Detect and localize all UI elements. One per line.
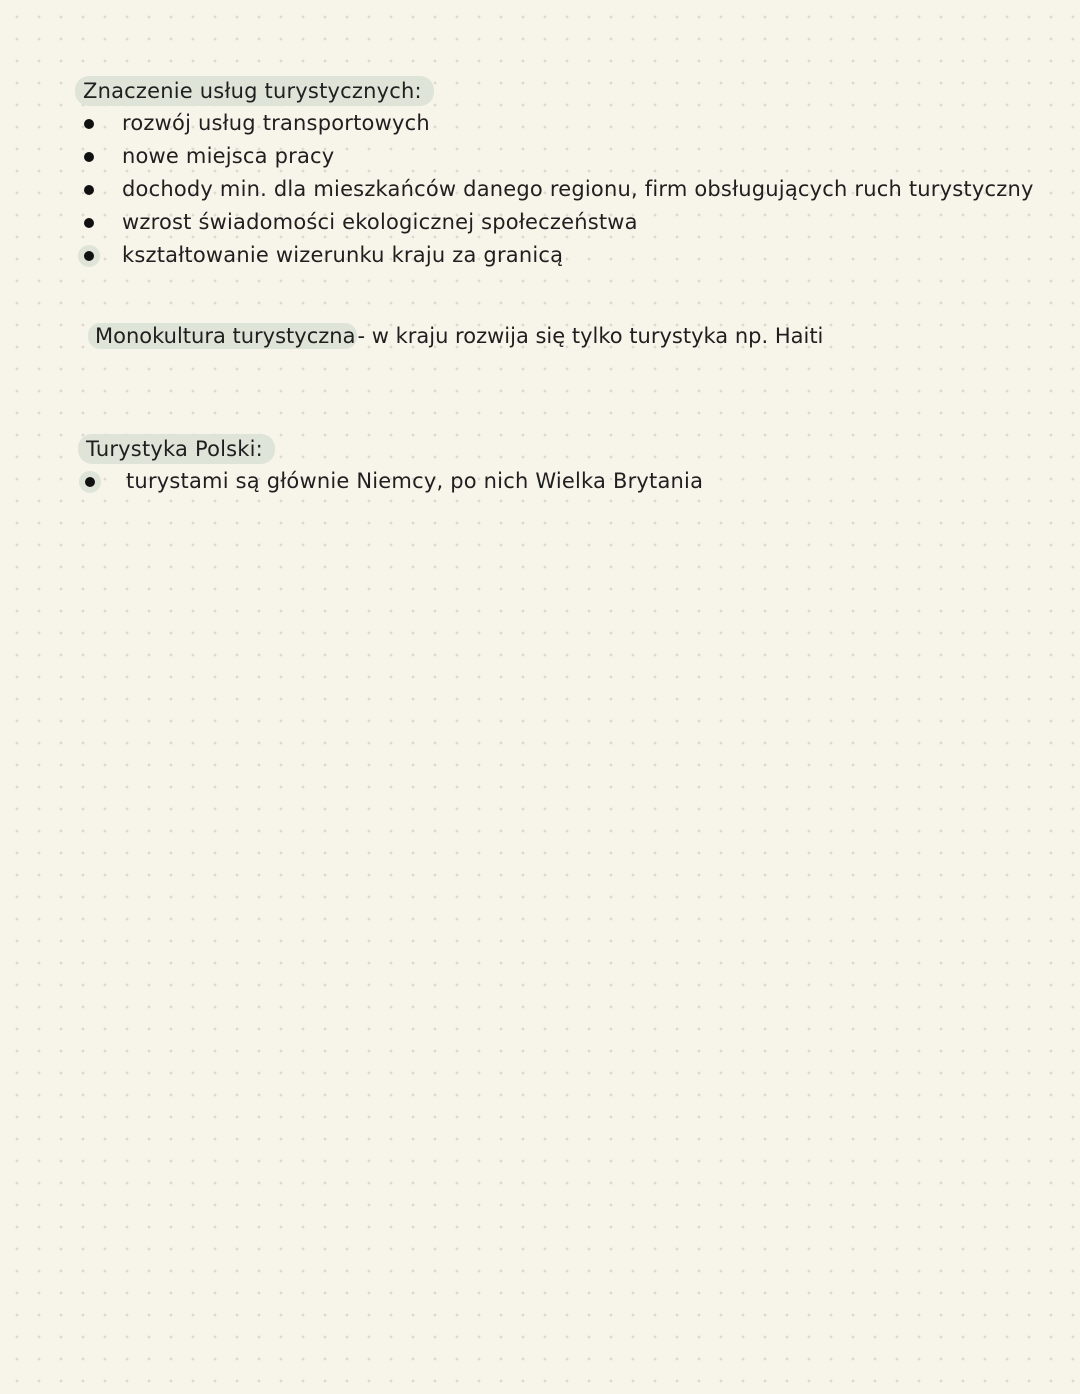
bullet-icon <box>84 185 94 195</box>
bullet-icon <box>84 218 94 228</box>
list-item-text: wzrost świadomości ekologicznej społeczeństwa <box>122 210 638 234</box>
bullet-icon <box>85 477 95 487</box>
list-item-text: nowe miejsca pracy <box>122 144 335 168</box>
list-item-text: dochody min. dla mieszkańców danego regionu, firm obsługujących ruch turystyczny <box>122 177 1034 201</box>
section-heading-turystyka-polski: Turystyka Polski: <box>78 434 275 464</box>
bullet-icon <box>84 152 94 162</box>
bullet-icon <box>84 119 94 129</box>
list-item-text: turystami są głównie Niemcy, po nich Wielka Brytania <box>126 469 704 493</box>
definition-monokultura <box>88 322 823 350</box>
section-heading-znaczenie: Znaczenie usług turystycznych: <box>75 76 434 106</box>
definition-text: - w kraju rozwija się tylko turystyka np. Haiti <box>357 324 824 348</box>
list-item-text: kształtowanie wizerunku kraju za granicą <box>122 243 564 267</box>
bullet-icon <box>84 251 94 261</box>
list-item-text: rozwój usług transportowych <box>122 111 430 135</box>
definition-term: Monokultura turystyczna <box>88 323 357 349</box>
